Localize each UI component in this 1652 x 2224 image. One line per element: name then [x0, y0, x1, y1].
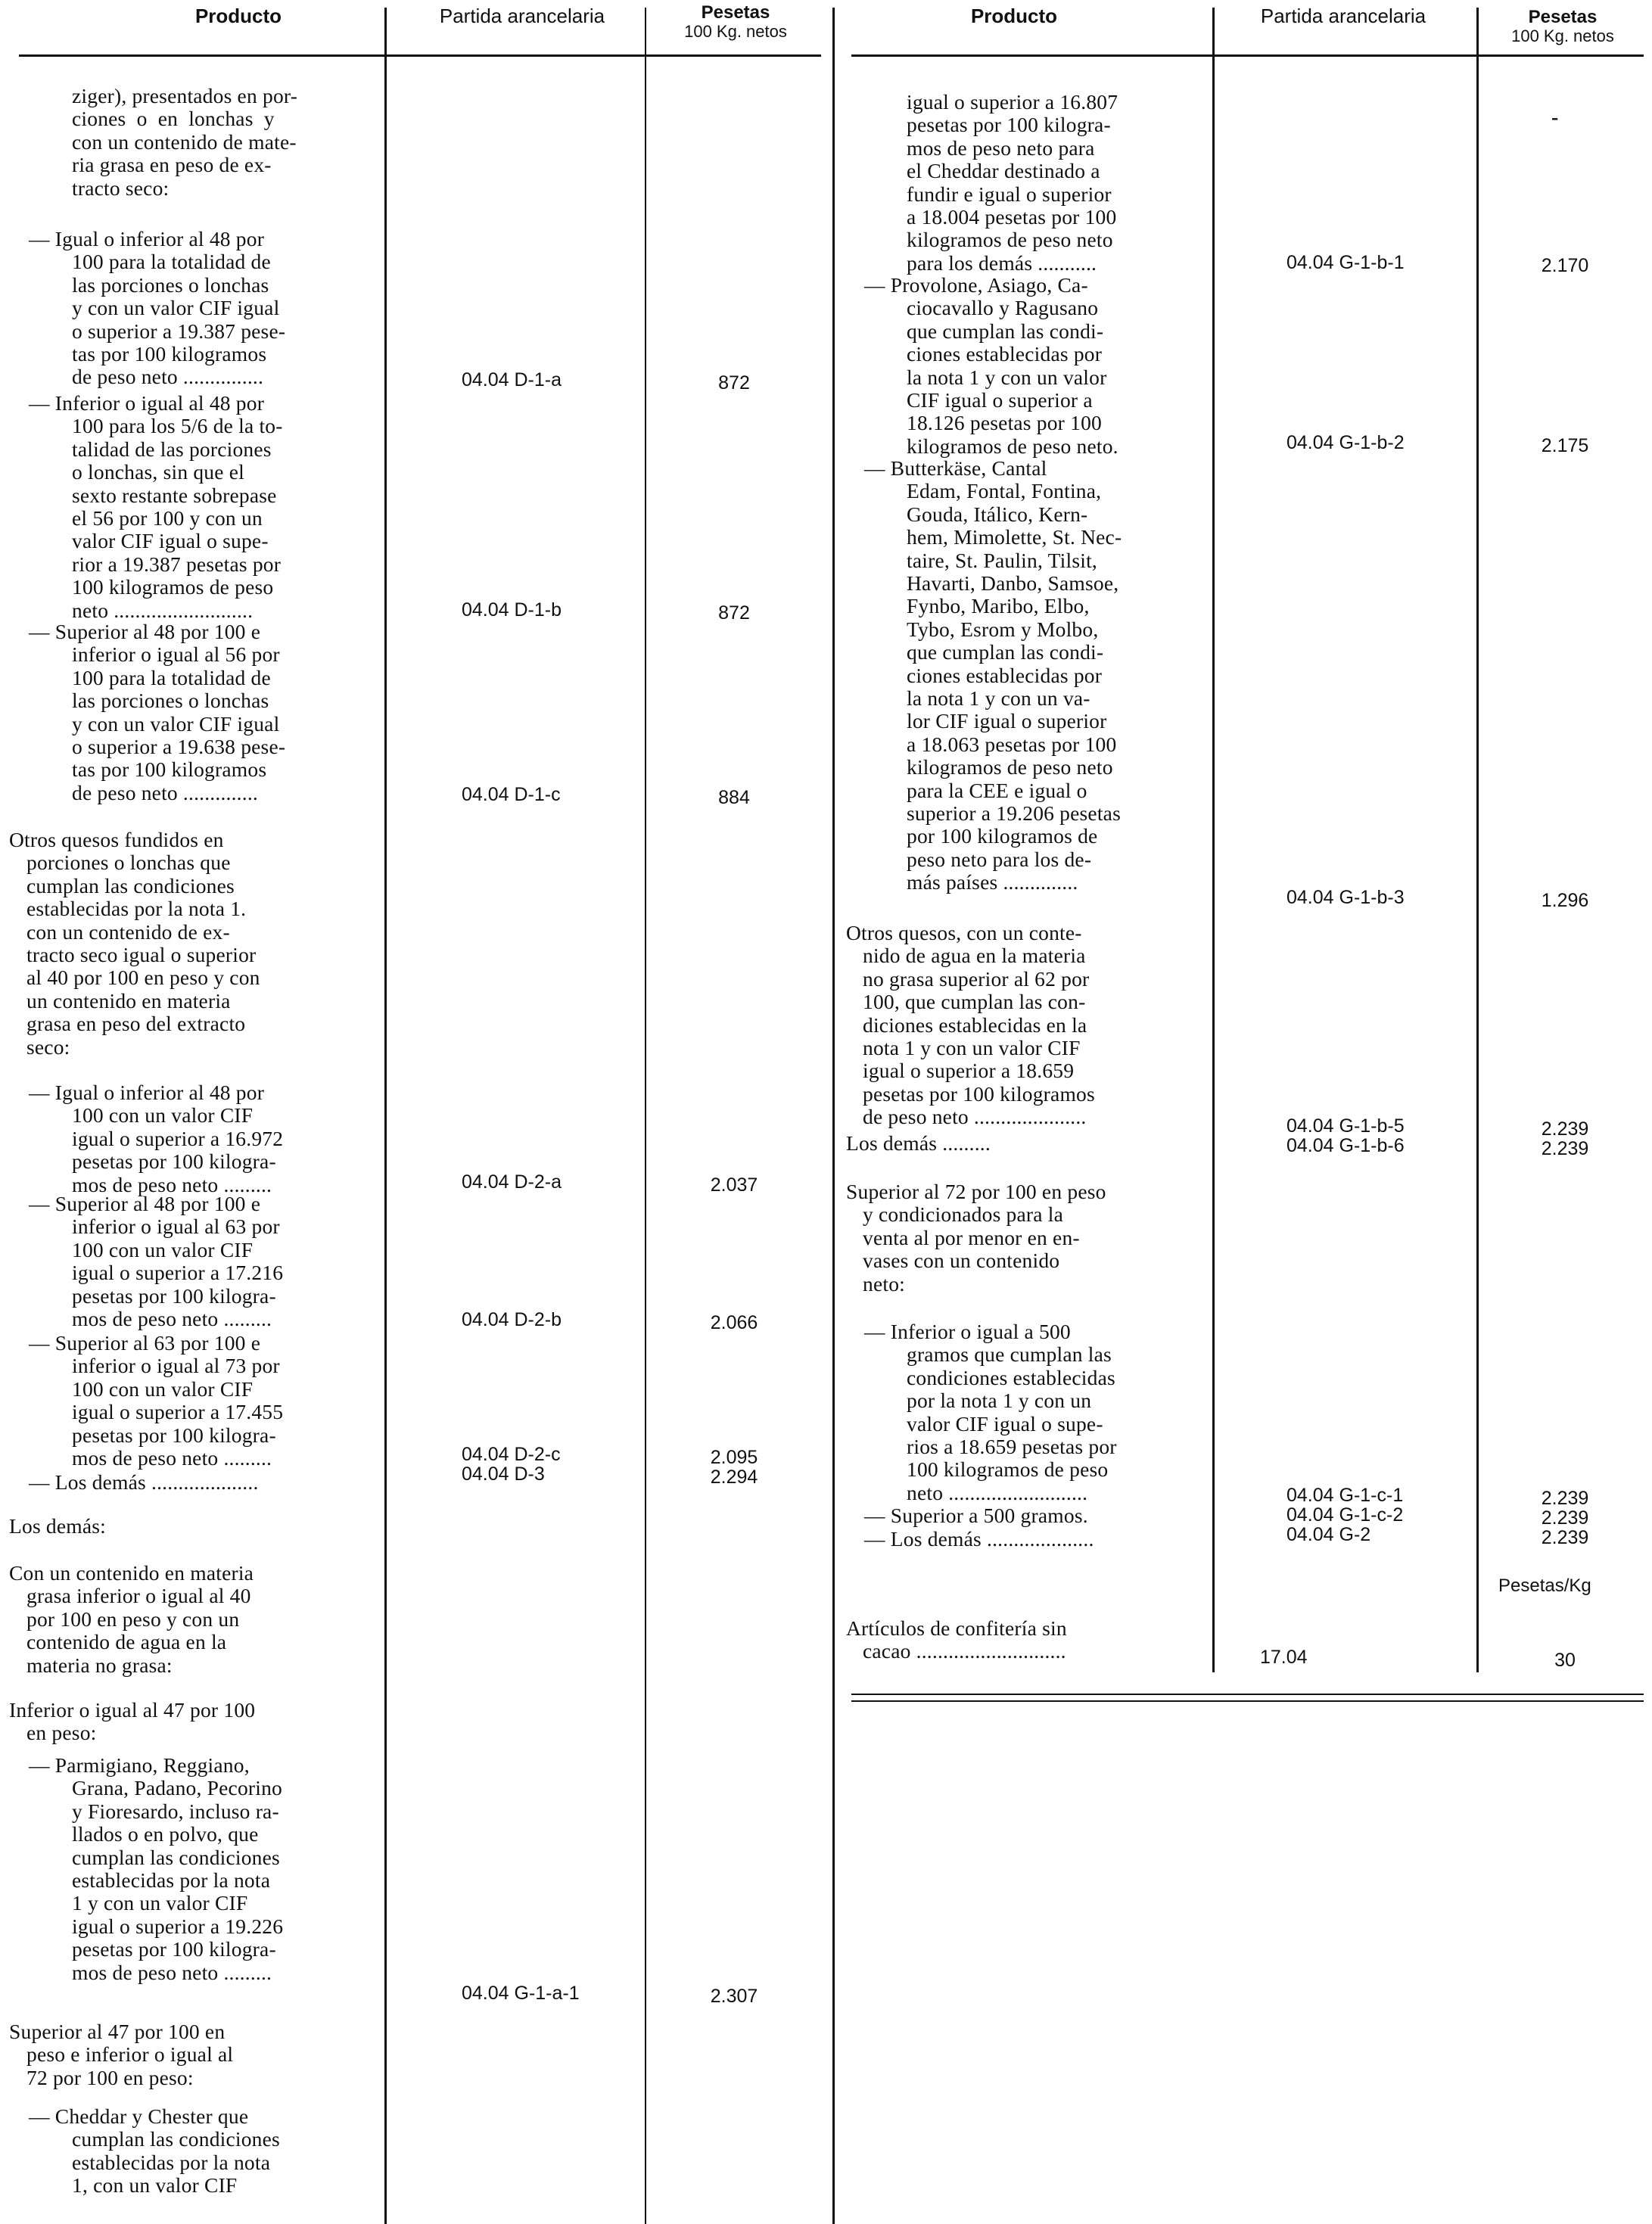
- left-product-line: 1, con un valor CIF: [72, 2173, 238, 2198]
- right-product-line: pesetas por 100 kilogra-: [907, 113, 1111, 137]
- top-mark: -: [1551, 106, 1559, 129]
- right-product-line: por la nota 1 y con un: [907, 1389, 1092, 1413]
- right-product-line: peso neto para los de-: [907, 847, 1092, 871]
- right-price: 2.239: [1541, 1507, 1589, 1529]
- header-pesetas-right-title: Pesetas: [1528, 7, 1598, 27]
- right-tariff-code: 04.04 G-1-c-1: [1286, 1485, 1404, 1506]
- right-product-line: igual o superior a 18.659: [863, 1059, 1075, 1083]
- left-product-line: — Inferior o igual al 48 por: [29, 391, 265, 415]
- right-price: 2.239: [1541, 1527, 1589, 1548]
- left-product-line: — Los demás ....................: [29, 1470, 259, 1494]
- right-product-line: ciones establecidas por: [907, 663, 1103, 687]
- left-tariff-code: 04.04 D-2-b: [462, 1309, 562, 1330]
- left-product-line: mos de peso neto .........: [72, 1960, 272, 1984]
- left-product-line: tas por 100 kilogramos: [72, 342, 267, 365]
- right-product-line: kilogramos de peso neto: [907, 755, 1113, 779]
- left-product-line: 100 kilogramos de peso: [72, 575, 274, 599]
- left-product-line: el 56 por 100 y con un: [72, 506, 263, 530]
- left-product-line: — Cheddar y Chester que: [29, 2104, 249, 2128]
- left-product-line: igual o superior a 19.226: [72, 1914, 284, 1938]
- right-price: 1.296: [1541, 890, 1589, 911]
- left-price: 884: [718, 787, 750, 808]
- left-product-line: establecidas por la nota 1.: [26, 897, 247, 921]
- right-product-line: Gouda, Itálico, Kern-: [907, 502, 1088, 526]
- right-product-line: valor CIF igual o supe-: [907, 1411, 1103, 1435]
- right-price: 2.170: [1541, 255, 1589, 276]
- right-product-line: Fynbo, Maribo, Elbo,: [907, 594, 1090, 618]
- left-product-line: grasa en peso del extracto: [26, 1012, 246, 1036]
- left-product-line: sexto restante sobrepase: [72, 483, 277, 507]
- left-tariff-code: 04.04 D-2-c: [462, 1444, 561, 1465]
- left-product-line: llados o en polvo, que: [72, 1822, 259, 1846]
- left-product-line: con un contenido de mate-: [72, 129, 297, 154]
- header-pesetas-right-sub: 100 Kg. netos: [1511, 26, 1614, 45]
- left-product-line: o lonchas, sin que el: [72, 460, 244, 484]
- right-tariff-code: 04.04 G-1-c-2: [1286, 1504, 1404, 1526]
- right-tariff-code: 04.04 G-1-b-2: [1286, 432, 1405, 453]
- left-product-line: 100 para la totalidad de: [72, 665, 271, 689]
- header-pesetas-left-sub: 100 Kg. netos: [684, 22, 787, 41]
- right-product-line: Edam, Fontal, Fontina,: [907, 479, 1102, 503]
- right-product-line: — Superior a 500 gramos.: [864, 1504, 1088, 1528]
- right-product-line: cacao ............................: [863, 1639, 1066, 1663]
- right-product-line: gramos que cumplan las: [907, 1342, 1112, 1367]
- right-product-line: Havarti, Danbo, Samsoe,: [907, 571, 1119, 595]
- left-product-line: porciones o lonchas que: [26, 851, 231, 875]
- right-product-line: diciones establecidas en la: [863, 1012, 1087, 1037]
- right-product-line: a 18.004 pesetas por 100: [907, 205, 1117, 229]
- left-product-line: 100 con un valor CIF: [72, 1237, 254, 1261]
- header-partida-right: Partida arancelaria: [1260, 5, 1426, 27]
- left-product-line: al 40 por 100 en peso y con: [26, 966, 260, 990]
- right-product-line: que cumplan las condi-: [907, 319, 1104, 343]
- left-product-line: y Fioresardo, incluso ra-: [72, 1799, 279, 1823]
- left-product-line: igual o superior a 17.455: [72, 1400, 284, 1424]
- left-tariff-code: 04.04 G-1-a-1: [462, 1983, 580, 2004]
- left-product-line: pesetas por 100 kilogra-: [72, 1149, 276, 1174]
- left-product-line: pesetas por 100 kilogra-: [72, 1937, 276, 1961]
- header-pesetas-left: [652, 3, 819, 41]
- right-product-line: mos de peso neto para: [907, 135, 1095, 160]
- right-product-line: kilogramos de peso neto: [907, 228, 1113, 252]
- left-product-line: seco:: [26, 1034, 70, 1059]
- right-product-line: Otros quesos, con un conte-: [846, 921, 1082, 944]
- divider-center: [832, 8, 835, 2224]
- right-product-line: y condicionados para la: [863, 1202, 1063, 1227]
- header-pesetas-left-title: Pesetas: [701, 2, 770, 23]
- left-product-line: cumplan las condiciones: [72, 2127, 280, 2151]
- left-product-line: 100 para la totalidad de: [72, 250, 271, 274]
- right-product-line: igual o superior a 16.807: [907, 90, 1118, 114]
- header-partida-left: Partida arancelaria: [439, 5, 605, 27]
- right-price: 2.175: [1541, 435, 1589, 456]
- right-tariff-code: 04.04 G-1-b-3: [1286, 887, 1405, 908]
- right-product-line: ciocavallo y Ragusano: [907, 296, 1099, 320]
- left-product-line: mos de peso neto .........: [72, 1446, 272, 1470]
- left-product-line: con un contenido de ex-: [26, 919, 230, 944]
- left-product-line: Los demás:: [9, 1514, 107, 1538]
- left-product-line: igual o superior a 16.972: [72, 1126, 284, 1150]
- divider-right-1: [1212, 8, 1215, 1672]
- right-product-line: Tybo, Esrom y Molbo,: [907, 617, 1099, 641]
- left-product-line: valor CIF igual o supe-: [72, 529, 269, 553]
- left-product-line: contenido de agua en la: [26, 1630, 227, 1654]
- left-product-line: mos de peso neto .........: [72, 1307, 272, 1330]
- divider-left-2: [645, 8, 646, 2224]
- left-product-line: Superior al 47 por 100 en: [9, 2020, 226, 2043]
- left-product-line: Inferior o igual al 47 por 100: [9, 1698, 256, 1722]
- left-product-line: establecidas por la nota: [72, 1868, 271, 1892]
- left-price: 2.095: [710, 1447, 758, 1468]
- right-product-line: neto:: [863, 1271, 905, 1296]
- left-tariff-code: 04.04 D-3: [462, 1463, 545, 1485]
- left-product-line: de peso neto ..............: [72, 780, 258, 804]
- left-product-line: — Superior al 48 por 100 e: [29, 1192, 261, 1215]
- unit-label-pesetas-kg: Pesetas/Kg: [1498, 1575, 1591, 1596]
- left-product-line: tracto seco:: [72, 176, 170, 200]
- left-product-line: neto ..........................: [72, 598, 254, 622]
- right-product-line: por 100 kilogramos de: [907, 824, 1098, 848]
- left-product-line: inferior o igual al 56 por: [72, 642, 280, 667]
- right-tariff-code: 04.04 G-1-b-5: [1286, 1115, 1405, 1137]
- left-product-line: 100 con un valor CIF: [72, 1376, 254, 1401]
- left-product-line: materia no grasa:: [26, 1653, 173, 1677]
- left-product-line: establecidas por la nota: [72, 2150, 271, 2174]
- right-product-line: para los demás ...........: [907, 250, 1097, 275]
- left-product-line: inferior o igual al 63 por: [72, 1215, 280, 1239]
- right-price: 30: [1554, 1650, 1576, 1671]
- left-price: 2.037: [710, 1174, 758, 1196]
- right-product-line: más países ..............: [907, 870, 1078, 894]
- right-product-line: Superior al 72 por 100 en peso: [846, 1180, 1106, 1203]
- right-product-line: kilogramos de peso neto.: [907, 434, 1118, 458]
- left-product-line: 72 por 100 en peso:: [26, 2065, 194, 2089]
- left-price: 872: [718, 372, 750, 393]
- end-rule-2: [851, 1700, 1644, 1702]
- right-product-line: fundir e igual o superior: [907, 182, 1112, 206]
- right-tariff-code: 17.04: [1260, 1647, 1308, 1668]
- left-product-line: peso e inferior o igual al: [26, 2042, 234, 2067]
- right-product-line: Los demás .........: [846, 1131, 991, 1155]
- right-product-line: la nota 1 y con un valor: [907, 365, 1107, 389]
- right-tariff-code: 04.04 G-1-b-6: [1286, 1135, 1405, 1156]
- left-product-line: 100 con un valor CIF: [72, 1103, 254, 1128]
- right-product-line: nota 1 y con un valor CIF: [863, 1036, 1081, 1059]
- right-product-line: pesetas por 100 kilogramos: [863, 1081, 1095, 1106]
- left-product-line: Grana, Padano, Pecorino: [72, 1776, 282, 1800]
- right-product-line: que cumplan las condi-: [907, 640, 1104, 664]
- left-product-line: tas por 100 kilogramos: [72, 757, 267, 782]
- right-product-line: taire, St. Paulin, Tilsit,: [907, 548, 1097, 572]
- right-product-line: 100, que cumplan las con-: [863, 990, 1086, 1014]
- left-product-line: ria grasa en peso de ex-: [72, 153, 272, 177]
- left-tariff-code: 04.04 D-2-a: [462, 1171, 562, 1193]
- left-product-line: — Superior al 63 por 100 e: [29, 1331, 261, 1355]
- left-price: 2.307: [710, 1986, 758, 2007]
- right-product-line: venta al por menor en en-: [863, 1225, 1080, 1249]
- right-product-line: a 18.063 pesetas por 100: [907, 732, 1117, 756]
- header-producto-left: Producto: [194, 5, 282, 27]
- left-product-line: rior a 19.387 pesetas por: [72, 552, 282, 576]
- left-product-line: pesetas por 100 kilogra-: [72, 1423, 276, 1447]
- right-price: 2.239: [1541, 1118, 1589, 1140]
- right-product-line: vases con un contenido: [863, 1249, 1060, 1273]
- left-price: 2.294: [710, 1467, 758, 1488]
- right-product-line: ciones establecidas por: [907, 342, 1103, 366]
- right-product-line: superior a 19.206 pesetas: [907, 801, 1121, 825]
- header-rule-right: [851, 54, 1644, 57]
- right-product-line: Artículos de confitería sin: [846, 1616, 1067, 1640]
- left-product-line: en peso:: [26, 1721, 97, 1745]
- left-product-line: — Parmigiano, Reggiano,: [29, 1753, 250, 1777]
- left-product-line: Otros quesos fundidos en: [9, 828, 224, 851]
- divider-right-2: [1476, 8, 1479, 1672]
- left-tariff-code: 04.04 D-1-b: [462, 599, 562, 621]
- right-product-line: — Inferior o igual a 500: [864, 1320, 1071, 1343]
- left-product-line: 100 para los 5/6 de la to-: [72, 414, 283, 438]
- left-product-line: y con un valor CIF igual: [72, 296, 280, 320]
- right-price: 2.239: [1541, 1488, 1589, 1509]
- right-product-line: 18.126 pesetas por 100: [907, 411, 1102, 435]
- left-price: 872: [718, 602, 750, 624]
- left-tariff-code: 04.04 D-1-c: [462, 784, 561, 805]
- left-product-line: o superior a 19.638 pese-: [72, 735, 286, 758]
- divider-left-1: [384, 8, 387, 2224]
- left-product-line: cumplan las condiciones: [72, 1845, 280, 1869]
- left-product-line: ziger), presentados en por-: [72, 84, 298, 107]
- left-product-line: igual o superior a 17.216: [72, 1261, 284, 1285]
- right-product-line: 100 kilogramos de peso: [907, 1457, 1109, 1482]
- end-rule-1: [851, 1694, 1644, 1695]
- right-product-line: CIF igual o superior a: [907, 388, 1093, 412]
- right-product-line: la nota 1 y con un va-: [907, 686, 1090, 710]
- left-product-line: talidad de las porciones: [72, 437, 272, 461]
- right-product-line: — Los demás ....................: [864, 1526, 1094, 1551]
- header-rule-left: [19, 54, 821, 57]
- right-product-line: el Cheddar destinado a: [907, 159, 1100, 183]
- right-product-line: nido de agua en la materia: [863, 944, 1086, 968]
- left-product-line: grasa inferior o igual al 40: [26, 1584, 251, 1608]
- left-product-line: — Igual o inferior al 48 por: [29, 227, 265, 250]
- right-product-line: — Provolone, Asiago, Ca-: [864, 273, 1088, 297]
- right-product-line: rios a 18.659 pesetas por: [907, 1435, 1117, 1458]
- right-tariff-code: 04.04 G-1-b-1: [1286, 252, 1405, 273]
- left-product-line: inferior o igual al 73 por: [72, 1354, 280, 1378]
- left-product-line: tracto seco igual o superior: [26, 943, 257, 966]
- left-product-line: 1 y con un valor CIF: [72, 1891, 248, 1915]
- left-tariff-code: 04.04 D-1-a: [462, 369, 562, 390]
- left-product-line: — Igual o inferior al 48 por: [29, 1081, 265, 1104]
- right-product-line: neto ..........................: [907, 1480, 1088, 1504]
- right-product-line: para la CEE e igual o: [907, 778, 1087, 802]
- left-product-line: ciones o en lonchas y: [72, 107, 275, 131]
- left-product-line: o superior a 19.387 pese-: [72, 319, 286, 343]
- right-product-line: — Butterkäse, Cantal: [864, 456, 1047, 480]
- right-product-line: condiciones establecidas: [907, 1365, 1115, 1389]
- right-product-line: de peso neto .....................: [863, 1105, 1087, 1129]
- right-product-line: lor CIF igual o superior: [907, 709, 1107, 733]
- left-product-line: un contenido en materia: [26, 988, 231, 1012]
- right-product-line: no grasa superior al 62 por: [863, 966, 1090, 991]
- left-product-line: y con un valor CIF igual: [72, 711, 280, 736]
- right-price: 2.239: [1541, 1138, 1589, 1159]
- left-product-line: por 100 en peso y con un: [26, 1607, 240, 1631]
- left-product-line: cumplan las condiciones: [26, 873, 235, 897]
- right-tariff-code: 04.04 G-2: [1286, 1524, 1371, 1545]
- left-price: 2.066: [710, 1312, 758, 1333]
- left-product-line: de peso neto ...............: [72, 365, 264, 389]
- header-producto-right: Producto: [970, 5, 1058, 27]
- left-product-line: pesetas por 100 kilogra-: [72, 1283, 276, 1308]
- header-pesetas-right: [1479, 8, 1646, 45]
- right-product-line: hem, Mimolette, St. Nec-: [907, 525, 1122, 549]
- left-product-line: Con un contenido en materia: [9, 1561, 254, 1585]
- left-product-line: mos de peso neto .........: [72, 1172, 272, 1196]
- left-product-line: las porciones o lonchas: [72, 272, 269, 297]
- left-product-line: las porciones o lonchas: [72, 689, 269, 713]
- left-product-line: — Superior al 48 por 100 e: [29, 620, 261, 643]
